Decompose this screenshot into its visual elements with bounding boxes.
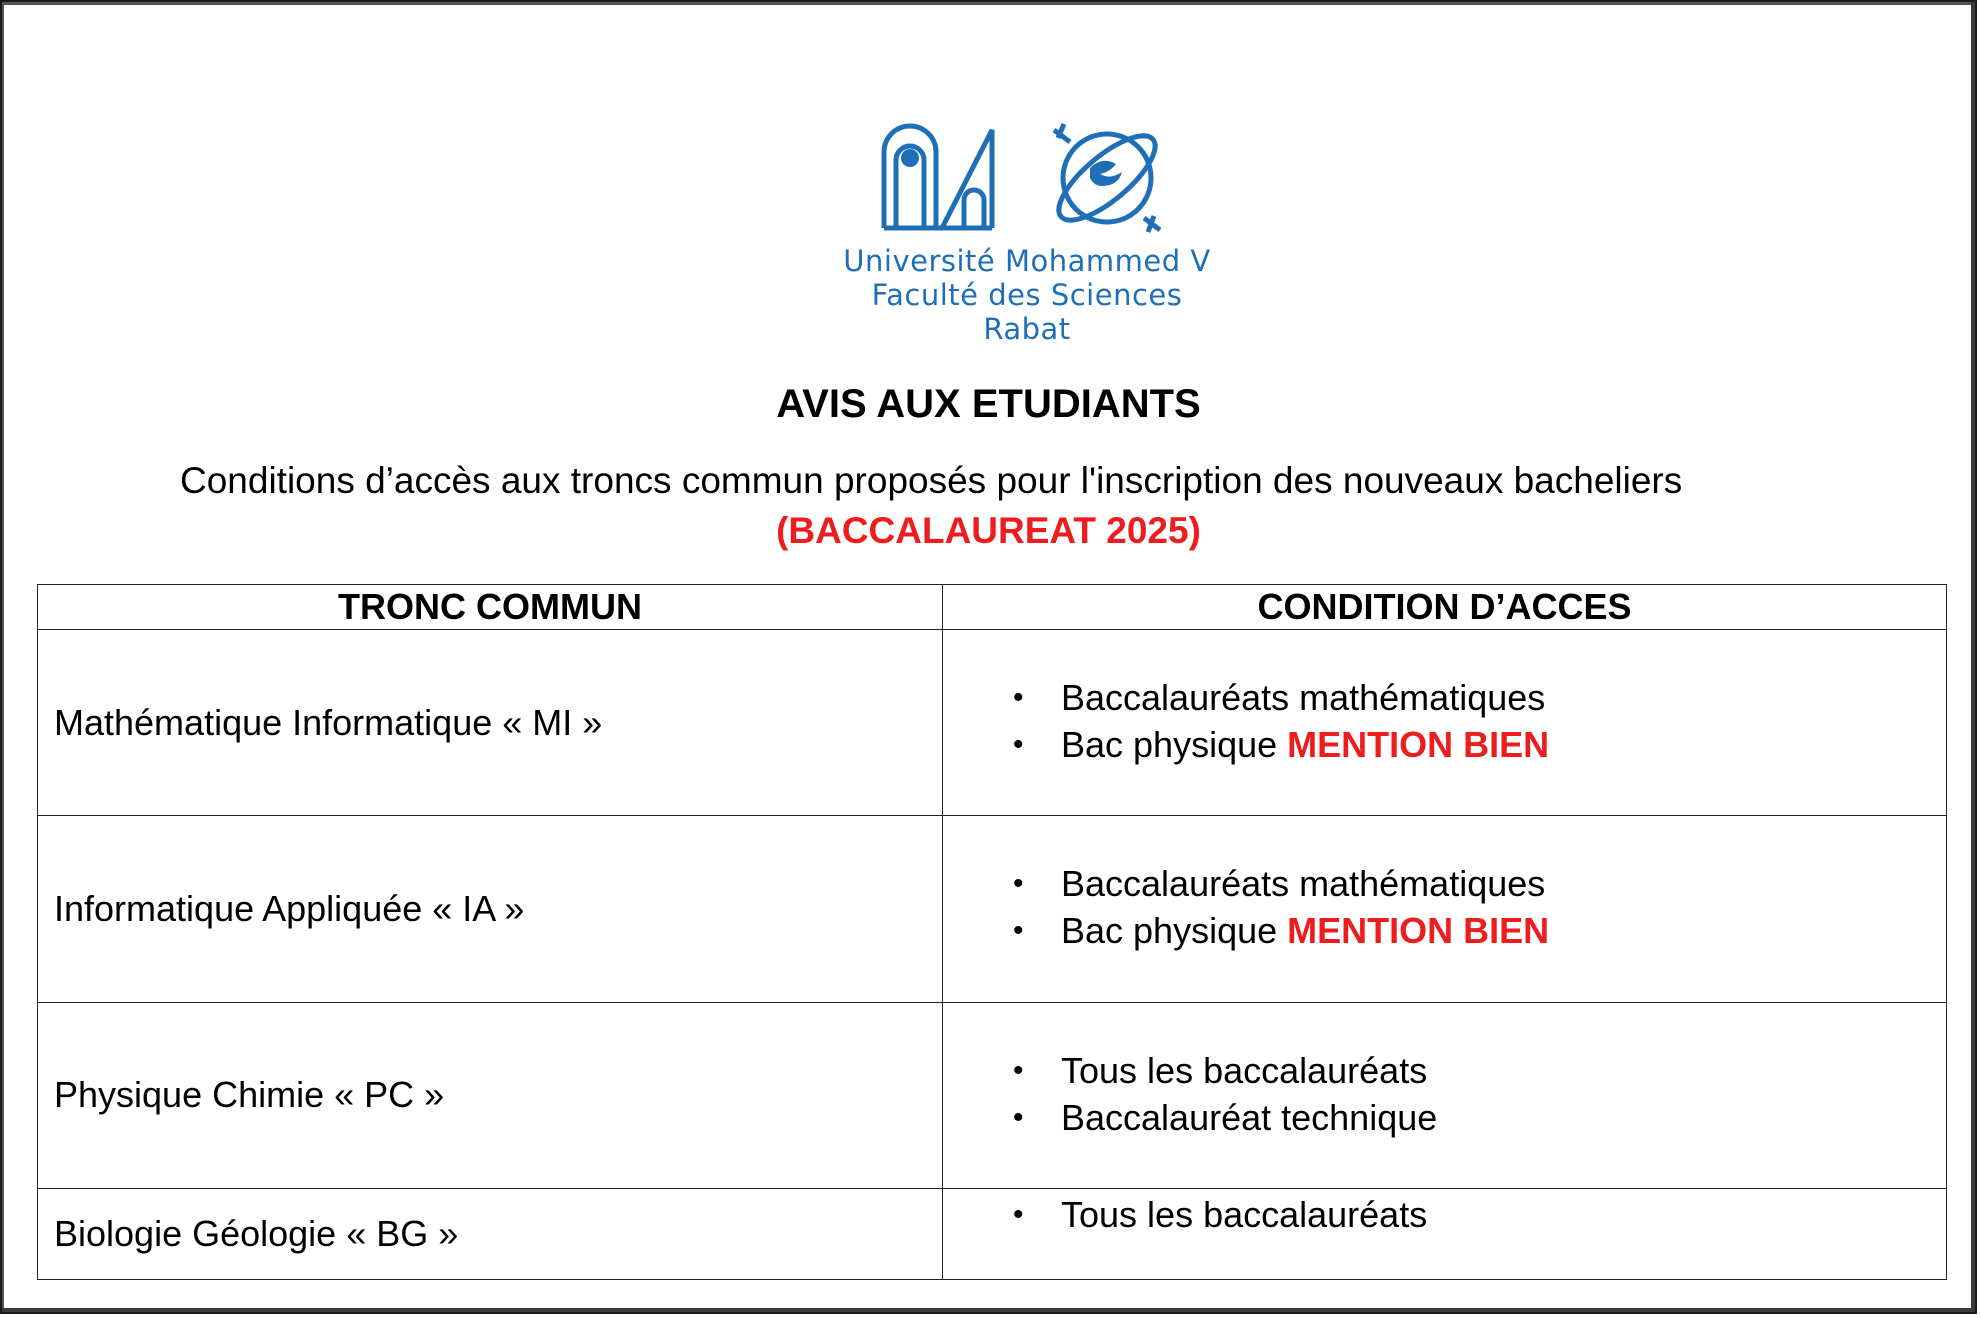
table-row [38, 816, 1947, 1002]
logo-university-name: Université Mohammed V [843, 244, 1211, 278]
logo-faculty-name: Faculté des Sciences [871, 278, 1183, 312]
list-item [1013, 674, 1549, 721]
condition-text: Baccalauréat technique [1061, 1096, 1438, 1138]
list-item [1013, 1047, 1437, 1094]
condition-list [1013, 674, 1549, 768]
condition-text: Bac physique [1061, 910, 1288, 952]
university-emblem-icon [792, 120, 1262, 244]
table-row [38, 1188, 1947, 1279]
tronc-name: Informatique Appliquée « IA » [38, 816, 943, 1002]
header-tronc-commun: TRONC COMMUN [38, 585, 943, 630]
mention-highlight: MENTION BIEN [1287, 910, 1550, 952]
list-item [1013, 1191, 1427, 1238]
table-header-row [38, 585, 1947, 630]
tronc-name: Biologie Géologie « BG » [38, 1188, 943, 1279]
list-item [1013, 721, 1549, 768]
list-item [1013, 1094, 1437, 1141]
tronc-name: Mathématique Informatique « MI » [38, 630, 943, 816]
access-conditions-table [37, 584, 1947, 1280]
baccalaureate-year: (BACCALAUREAT 2025) [776, 510, 1201, 551]
condition-text: Tous les baccalauréats [1061, 1193, 1428, 1235]
condition-list [1013, 1047, 1437, 1141]
condition-cell [943, 630, 1947, 816]
condition-text: Baccalauréats mathématiques [1061, 863, 1546, 905]
university-logo [792, 120, 1262, 346]
condition-text: Baccalauréats mathématiques [1061, 677, 1546, 718]
table-row [38, 630, 1947, 816]
tronc-name: Physique Chimie « PC » [38, 1002, 943, 1188]
condition-cell [943, 816, 1947, 1002]
list-item [1013, 860, 1549, 907]
page-title: AVIS AUX ETUDIANTS [776, 382, 1201, 426]
list-item [1013, 907, 1549, 954]
logo-city-name: Rabat [983, 312, 1071, 346]
header-condition-acces: CONDITION D’ACCES [943, 585, 1947, 630]
condition-list [1013, 860, 1549, 954]
condition-list [1013, 1191, 1427, 1238]
condition-text: Tous les baccalauréats [1061, 1049, 1428, 1091]
mention-highlight: MENTION BIEN [1287, 724, 1550, 765]
condition-cell [943, 1002, 1947, 1188]
table-row [38, 1002, 1947, 1188]
page-subtitle: Conditions d’accès aux troncs commun proposés pour l'inscription des nouveaux bacheliers [180, 460, 1683, 501]
condition-text: Bac physique [1061, 724, 1288, 765]
condition-cell [943, 1188, 1947, 1279]
